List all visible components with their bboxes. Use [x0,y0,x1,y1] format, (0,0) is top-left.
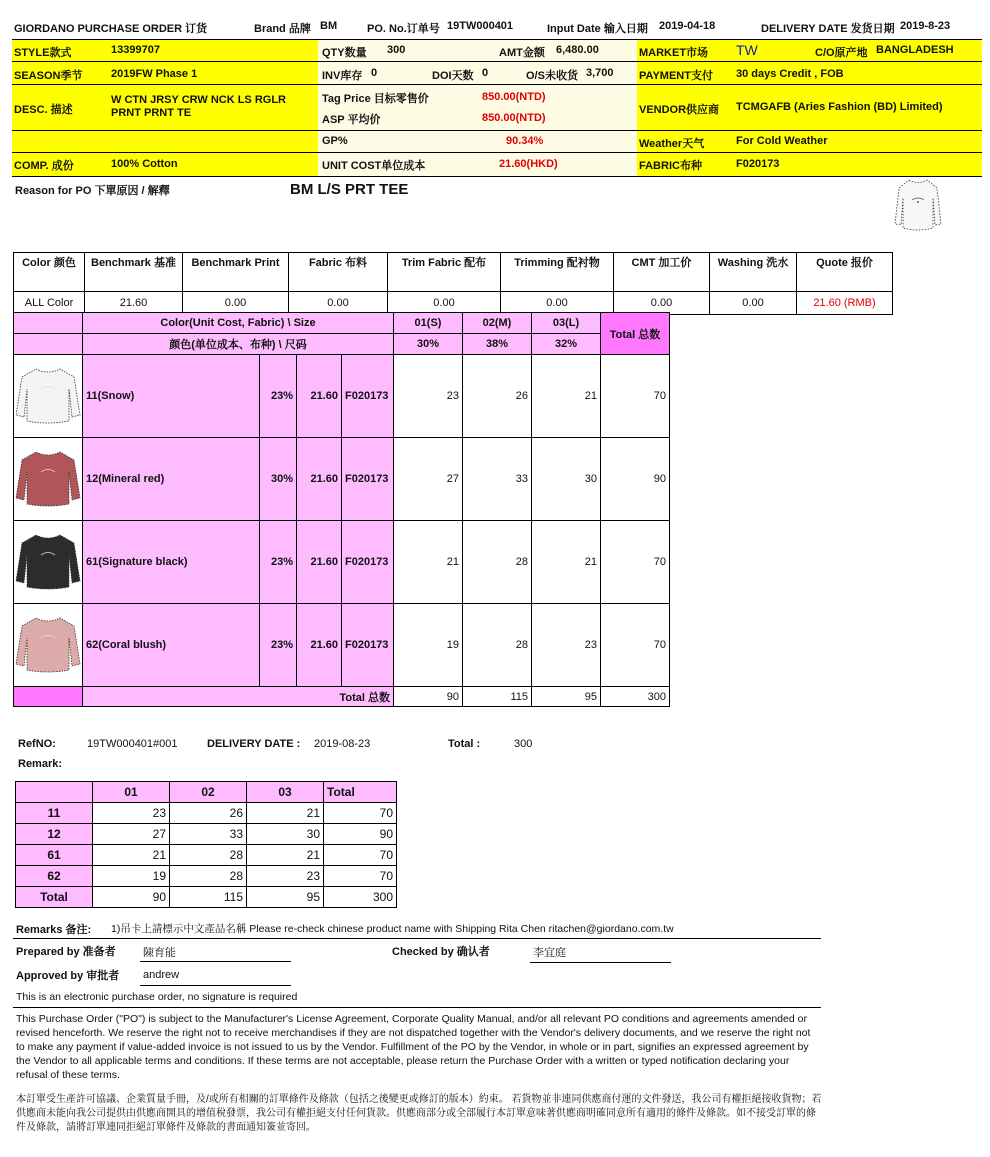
cost-header: Washing 洗水 [710,253,797,292]
summary-row-label: 12 [16,824,93,845]
ref-label: RefNO: [18,738,56,750]
desc-label: DESC. 描述 [14,104,73,116]
origin-label: C/O原产地 [815,47,868,59]
row-total: 90 [601,438,670,521]
size-total-label: Total 总数 [83,687,394,707]
size-qty: 26 [463,355,532,438]
size-row [14,604,670,687]
prepared-by-value: 陳育能 [143,947,176,959]
summary-row [16,866,397,887]
inv-value: 0 [371,67,378,79]
summary-row [16,824,397,845]
shirt-icon [14,531,82,591]
color-name: 61(Signature black) [83,521,260,604]
color-pct: 23% [260,355,297,438]
color-unit-cost: 21.60 [297,521,342,604]
summary-cell: 28 [170,845,247,866]
summary-cell: 95 [247,887,324,908]
summary-row-label: Total [16,887,93,908]
size-label: 01(S) [394,313,463,334]
color-name: 12(Mineral red) [83,438,260,521]
summary-cell: 21 [247,803,324,824]
reason-label: Reason for PO 下單原因 / 解釋 [15,185,170,197]
po-label: PO. No.订单号 [367,23,440,35]
input-date-label: Input Date 输入日期 [547,23,648,35]
tag-price-value: 850.00(NTD) [482,91,546,103]
payment-label: PAYMENT支付 [639,70,713,82]
size-qty: 27 [394,438,463,521]
qty-value: 300 [387,44,406,56]
season-label: SEASON季节 [14,70,83,82]
shirt-icon [14,448,82,508]
size-total-value: 90 [394,687,463,707]
asp-label: ASP 平均价 [322,114,381,126]
asp-value: 850.00(NTD) [482,112,546,124]
summary-header: Total [324,782,397,803]
origin-value: BANGLADESH [876,44,954,56]
summary-row [16,803,397,824]
color-swatch-image [14,521,83,604]
os-value: 3,700 [586,67,614,79]
comp-label: COMP. 成份 [14,160,74,172]
checked-by-value: 李宜庭 [533,947,566,959]
cost-header: Quote 报价 [797,253,893,292]
cost-header: Trim Fabric 配布 [388,253,501,292]
size-qty: 23 [532,604,601,687]
style-label: STYLE款式 [14,47,72,59]
market-value: TW [736,42,758,58]
checked-by-label: Checked by 确认者 [392,946,490,958]
gp-value: 90.34% [506,135,544,147]
remarks-text: 1)吊卡上請標示中文產品名稱 Please re-check chinese product name with Shipping Rita Chen ritachen@giordano.com.tw [111,923,674,935]
row-total: 70 [601,355,670,438]
summary-header [16,782,93,803]
cost-header: Trimming 配衬物 [501,253,614,292]
os-label: O/S未收货 [526,70,578,82]
ref-delivery-value: 2019-08-23 [314,738,371,750]
color-unit-cost: 21.60 [297,604,342,687]
electronic-note: This is an electronic purchase order, no signature is required [16,991,298,1003]
vendor-value: TCMGAFB (Aries Fashion (BD) Limited) [736,101,943,113]
size-row [14,355,670,438]
size-qty: 21 [532,521,601,604]
color-swatch-image [14,438,83,521]
approved-by-label: Approved by 审批者 [16,970,120,982]
size-qty: 21 [532,355,601,438]
size-qty: 28 [463,604,532,687]
approved-by-value: andrew [143,969,180,981]
amt-label: AMT金额 [499,47,545,59]
delivery-date-label: DELIVERY DATE 发货日期 [761,23,895,35]
color-unit-cost: 21.60 [297,438,342,521]
summary-cell: 30 [247,824,324,845]
ref-total-label: Total : [448,738,481,750]
summary-cell: 27 [93,824,170,845]
summary-cell: 28 [170,866,247,887]
summary-cell: 23 [247,866,324,887]
po-info-grid [12,39,982,177]
summary-cell: 26 [170,803,247,824]
terms-chinese: 本訂單受生產許可協議、企業質量手冊，及/或所有相關的訂單條件及條款（包括之後變更或修訂的版本）約束。 若貨物並非連同供應商付運的文件發送，我公司有權拒絕接收貨物；若供應商未能向我公司提供由供應商開具的增值稅發票，我公司有權拒絕支付任何貨款。供應商部分或全部履行本訂單意味著供應商明確同意所有適用的條件及條款。如不接受訂單的條件及條款，請將訂單連同拒絕訂單條件及條款的書面通知簽並寄回。 [16,1094,822,1133]
cost-header: Fabric 布料 [289,253,388,292]
color-fabric: F020173 [342,355,394,438]
vendor-label: VENDOR供应商 [639,104,720,116]
shirt-icon [14,365,82,425]
summary-cell: 90 [324,824,397,845]
cost-header: Color 颜色 [14,253,85,292]
amt-value: 6,480.00 [556,44,599,56]
summary-cell: 21 [247,845,324,866]
document-title: GIORDANO PURCHASE ORDER 订货 [14,23,208,35]
summary-cell: 23 [93,803,170,824]
size-qty: 23 [394,355,463,438]
summary-header: 03 [247,782,324,803]
summary-table [15,781,397,908]
summary-cell: 19 [93,866,170,887]
fabric-value: F020173 [736,158,780,170]
cost-header: CMT 加工价 [614,253,710,292]
color-pct: 30% [260,438,297,521]
summary-cell: 21 [93,845,170,866]
doi-value: 0 [482,67,489,79]
summary-cell: 300 [324,887,397,908]
color-name: 11(Snow) [83,355,260,438]
summary-row-label: 62 [16,866,93,887]
cost-value: 0.00 [289,292,388,315]
size-header-en: Color(Unit Cost, Fabric) \ Size [83,313,394,334]
brand-value: BM [320,20,338,32]
summary-cell: 70 [324,866,397,887]
tag-price-label: Tag Price 目标零售价 [322,93,429,105]
summary-cell: 70 [324,803,397,824]
delivery-date-value: 2019-8-23 [900,20,951,32]
unit-cost-label: UNIT COST单位成本 [322,160,426,172]
summary-header: 02 [170,782,247,803]
size-qty: 21 [394,521,463,604]
size-qty: 19 [394,604,463,687]
remarks-label: Remarks 备注: [16,924,92,936]
input-date-value: 2019-04-18 [659,20,716,32]
size-row [14,521,670,604]
size-row [14,438,670,521]
remark-label: Remark: [18,758,63,770]
unit-cost-value: 21.60(HKD) [499,158,558,170]
summary-row-label: 61 [16,845,93,866]
cost-header-row [14,253,893,292]
season-value: 2019FW Phase 1 [111,68,198,80]
weather-value: For Cold Weather [736,135,828,147]
summary-cell: 33 [170,824,247,845]
summary-cell: 70 [324,845,397,866]
color-pct: 23% [260,521,297,604]
size-qty: 33 [463,438,532,521]
row-total: 70 [601,604,670,687]
summary-header-row [16,782,397,803]
color-pct: 23% [260,604,297,687]
cost-breakdown-table [13,252,893,315]
product-sketch-image [893,176,943,236]
size-label: 02(M) [463,313,532,334]
ref-total-value: 300 [514,738,533,750]
weather-label: Weather天气 [639,138,705,150]
ref-delivery-label: DELIVERY DATE : [207,738,301,750]
comp-value: 100% Cotton [111,158,178,170]
cost-value: 0.00 [183,292,289,315]
quote-value: 21.60 (RMB) [797,292,893,315]
total-header: Total 总数 [601,313,670,355]
market-label: MARKET市场 [639,47,709,59]
size-header-cn: 颜色(单位成本、布种) \ 尺码 [83,334,394,355]
size-total-row [14,687,670,707]
prepared-by-label: Prepared by 准备者 [16,946,116,958]
size-label: 03(L) [532,313,601,334]
payment-value: 30 days Credit , FOB [736,68,844,80]
shirt-icon [14,614,82,674]
color-unit-cost: 21.60 [297,355,342,438]
size-breakdown-table [13,312,670,707]
summary-cell: 90 [93,887,170,908]
size-qty: 28 [463,521,532,604]
cost-value: 21.60 [85,292,183,315]
color-swatch-image [14,604,83,687]
desc-value: W CTN JRSY CRW NCK LS RGLR PRNT PRNT TE [111,94,286,119]
color-swatch-image [14,355,83,438]
cost-value: 0.00 [501,292,614,315]
cost-value: ALL Color [14,292,85,315]
cost-header: Benchmark 基准 [85,253,183,292]
color-fabric: F020173 [342,438,394,521]
cost-value: 0.00 [710,292,797,315]
size-pct: 38% [463,334,532,355]
brand-label: Brand 品牌 [254,23,311,35]
color-name: 62(Coral blush) [83,604,260,687]
product-title: BM L/S PRT TEE [290,181,409,198]
po-value: 19TW000401 [447,20,514,32]
cost-header: Benchmark Print [183,253,289,292]
summary-row [16,887,397,908]
gp-label: GP% [322,135,348,147]
summary-row [16,845,397,866]
ref-value: 19TW000401#001 [87,738,178,750]
qty-label: QTY数量 [322,47,367,59]
row-total: 70 [601,521,670,604]
size-pct: 30% [394,334,463,355]
color-fabric: F020173 [342,521,394,604]
fabric-label: FABRIC布种 [639,160,702,172]
cost-value: 0.00 [388,292,501,315]
size-total-value: 115 [463,687,532,707]
inv-label: INV库存 [322,70,363,82]
color-fabric: F020173 [342,604,394,687]
terms-english: This Purchase Order ("PO") is subject to the Manufacturer's License Agreement, Corporate Quality Manual, and/or all relevant PO conditions and agreements amended or revised henceforth. We reserve the right not to receive merchandises if they are not dispatched together with the Vendor's delivery documents, and we reserve the right not to make any payment if value-added invoice is not issued to us by the Vendor. Fulfillment of the PO by the Vendor, in whole or in part, signifies an expressed agreement by the Vendor to all applicable terms and conditions. If these terms are not acceptable, please return the Purchase Order with a written or typed notification declaring your refusal of these terms. [16,1013,811,1081]
size-qty: 30 [532,438,601,521]
summary-row-label: 11 [16,803,93,824]
summary-cell: 115 [170,887,247,908]
size-pct: 32% [532,334,601,355]
style-value: 13399707 [111,44,160,56]
grand-total-value: 300 [601,687,670,707]
cost-value: 0.00 [614,292,710,315]
doi-label: DOI天数 [432,70,474,82]
size-total-value: 95 [532,687,601,707]
summary-header: 01 [93,782,170,803]
